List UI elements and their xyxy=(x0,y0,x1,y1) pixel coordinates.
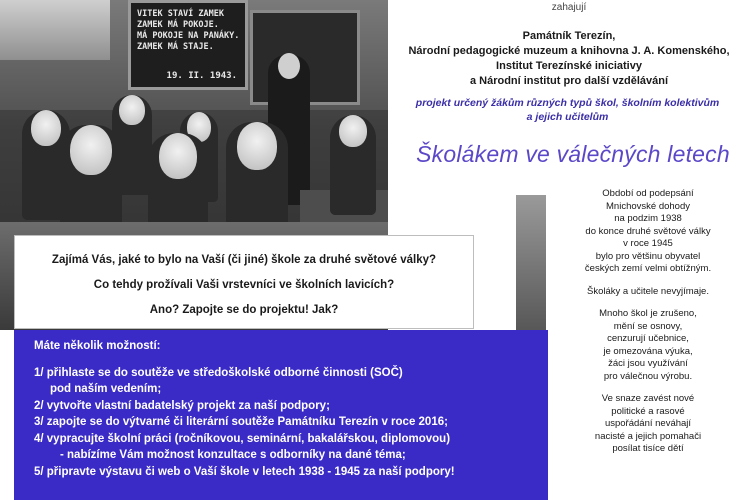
organizer-line: Národní pedagogické muzeum a knihovna J. A. Komenského, xyxy=(408,45,730,57)
options-heading: Máte několik možností: xyxy=(34,340,161,352)
context-column xyxy=(558,188,738,466)
blackboard-line: MÁ POKOJE NA PANÁKY. xyxy=(137,31,240,41)
blackboard-date: 19. II. 1943. xyxy=(166,71,237,81)
organizer-line: Památník Terezín, xyxy=(522,30,616,42)
organizers-block xyxy=(388,0,750,89)
question-line: Co tehdy prožívali Vaši vrstevníci ve školních lavicích? xyxy=(93,279,395,291)
photo-strip xyxy=(516,195,546,335)
project-line: a jejich učitelům xyxy=(526,111,609,123)
option-item: 1/ přihlaste se do soutěže ve středoškolské odborné činnosti (SOČ) xyxy=(34,366,403,379)
option-item: 5/ připravte výstavu či web o Vaší škole v letech 1938 - 1945 za naší podpory! xyxy=(34,465,455,478)
intro-word: zahajují xyxy=(551,2,587,13)
blackboard-line: VITEK STAVÍ ZAMEK xyxy=(137,9,224,19)
blackboard-text xyxy=(137,9,241,53)
option-item: 3/ zapojte se do výtvarné či literární soutěže Památníku Terezín v roce 2016; xyxy=(34,416,448,428)
question-line: Zajímá Vás, jaké to bylo na Vaší (či jiné) škole za druhé světové války? xyxy=(51,254,437,266)
context-paragraph: Období od podepsání Mnichovské dohody na podzim 1938 do konce druhé světové války v roce 1945 bylo pro většinu obyvatel českých zemí velmi obtížným. xyxy=(584,188,712,274)
context-paragraph: Školáky a učitele nevyjímaje. xyxy=(587,285,709,297)
project-line: projekt určený žákům různých typů škol, školním kolektivům xyxy=(415,97,720,109)
project-title: Školákem ve válečných letech xyxy=(416,141,730,167)
pupil-figure xyxy=(330,115,376,215)
option-item: 2/ vytvořte vlastní badatelský projekt za naší podpory; xyxy=(34,399,330,412)
context-paragraph: Mnoho škol je zrušeno, mění se osnovy, cenzurují učebnice, je omezována výuka, žáci jsou využívání pro válečnou výrobu. xyxy=(599,308,697,382)
questions-box xyxy=(14,235,474,329)
options-panel xyxy=(14,330,548,500)
blackboard-line: ZAMEK MÁ POKOJE. xyxy=(137,20,219,30)
blackboard-line: ZAMEK MÁ STAJE. xyxy=(137,42,214,52)
classroom-window xyxy=(0,0,110,60)
option-item-continuation: pod naším vedením; xyxy=(50,383,162,395)
context-paragraph: Ve snaze zavést nové politické a rasové uspořádání neváhají nacisté a jejich pomahači posílat tisíce dětí xyxy=(594,393,702,454)
organizer-line: a Národní institut pro další vzdělávání xyxy=(469,75,669,87)
option-item-continuation: - nabízíme Vám možnost konzultace s odborníky na dané téma; xyxy=(60,449,406,461)
question-line: Ano? Zapojte se do projektu! Jak? xyxy=(149,304,339,316)
option-item: 4/ vypracujte školní práci (ročníkovou, seminární, bakalářskou, diplomovou) xyxy=(34,432,451,445)
organizer-line: Institut Terezínské iniciativy xyxy=(496,60,642,72)
project-description xyxy=(395,96,740,124)
blackboard xyxy=(128,0,248,90)
